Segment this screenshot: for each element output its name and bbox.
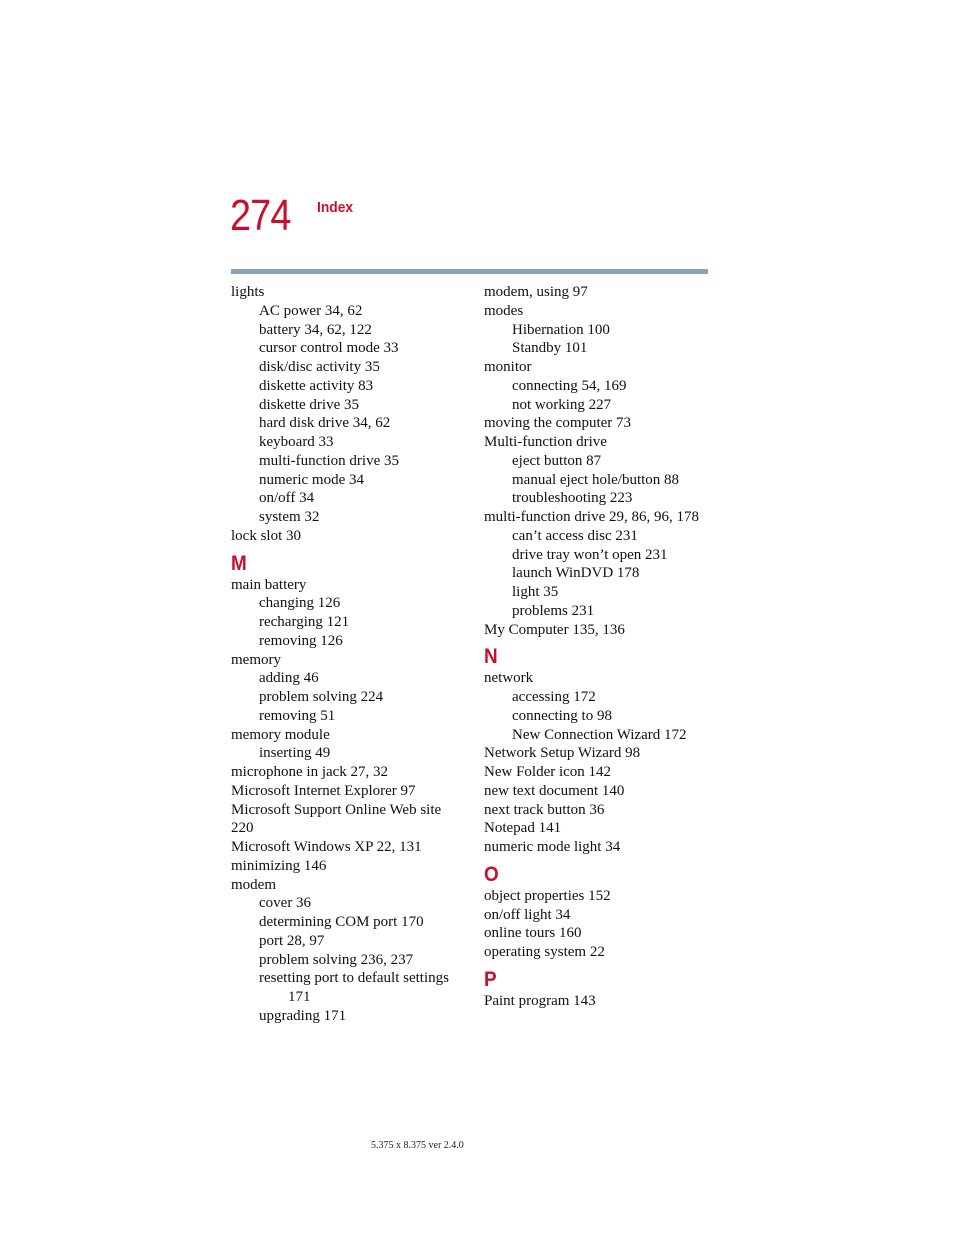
index-entry: memory module bbox=[231, 726, 330, 743]
index-entry: lock slot 30 bbox=[231, 527, 301, 544]
footer-text: 5.375 x 8.375 ver 2.4.0 bbox=[371, 1140, 464, 1151]
index-entry: 220 bbox=[231, 820, 254, 837]
index-entry: minimizing 146 bbox=[231, 857, 327, 874]
index-subentry: upgrading 171 bbox=[259, 1007, 347, 1024]
index-subentry: determining COM port 170 bbox=[259, 914, 424, 930]
index-entry: memory bbox=[231, 651, 281, 668]
index-subentry: cover 36 bbox=[259, 895, 312, 912]
index-subentry: system 32 bbox=[259, 509, 320, 525]
index-entry: monitor bbox=[484, 359, 532, 375]
index-subentry: New Connection Wizard 172 bbox=[512, 726, 687, 743]
index-subentry: on/off 34 bbox=[259, 490, 315, 507]
index-subentry: troubleshooting 223 bbox=[512, 490, 633, 507]
index-subentry: eject button 87 bbox=[512, 452, 602, 469]
index-entry: lights bbox=[231, 284, 265, 300]
index-entry: modem bbox=[231, 876, 276, 893]
index-subentry: problems 231 bbox=[512, 602, 595, 619]
index-entry: New Folder icon 142 bbox=[484, 764, 612, 780]
index-entry: Network Setup Wizard 98 bbox=[484, 745, 641, 762]
index-subentry: diskette activity 83 bbox=[259, 377, 374, 394]
index-subentry: problem solving 224 bbox=[259, 689, 384, 705]
index-subentry: connecting 54, 169 bbox=[512, 377, 627, 394]
index-entry: Paint program 143 bbox=[484, 992, 596, 1009]
index-entry: operating system 22 bbox=[484, 944, 605, 960]
index-subentry: disk/disc activity 35 bbox=[259, 359, 380, 375]
index-entry: multi-function drive 29, 86, 96, 178 bbox=[484, 509, 699, 525]
index-entry: Notepad 141 bbox=[484, 820, 562, 837]
index-subentry: inserting 49 bbox=[259, 745, 331, 762]
index-subentry: adding 46 bbox=[259, 670, 319, 687]
index-entry: Microsoft Support Online Web site bbox=[231, 801, 442, 818]
index-letter-heading: P bbox=[484, 967, 497, 991]
index-subentry: removing 126 bbox=[259, 632, 343, 649]
index-entry: microphone in jack 27, 32 bbox=[231, 764, 389, 780]
index-entry: modem, using 97 bbox=[484, 284, 588, 300]
index-subentry: battery 34, 62, 122 bbox=[259, 321, 372, 338]
index-subentry: Standby 101 bbox=[512, 340, 588, 357]
index-subentry: resetting port to default settings bbox=[259, 970, 449, 987]
index-subentry: multi-function drive 35 bbox=[259, 452, 399, 469]
index-subentry: connecting to 98 bbox=[512, 707, 612, 724]
index-entry: main battery bbox=[231, 576, 307, 593]
index-subentry: accessing 172 bbox=[512, 689, 596, 705]
index-entry: My Computer 135, 136 bbox=[484, 621, 625, 638]
index-entry: next track button 36 bbox=[484, 801, 605, 818]
index-column-right bbox=[484, 283, 724, 1011]
index-subentry: changing 126 bbox=[259, 595, 341, 612]
index-entry: Microsoft Internet Explorer 97 bbox=[231, 782, 416, 799]
index-subentry: Hibernation 100 bbox=[512, 321, 610, 338]
page-number: 274 bbox=[230, 191, 291, 240]
index-entry: new text document 140 bbox=[484, 782, 625, 799]
index-subentry: numeric mode 34 bbox=[259, 471, 364, 488]
index-entry: object properties 152 bbox=[484, 887, 611, 904]
index-entry: Multi-function drive bbox=[484, 434, 607, 450]
index-subentry: can’t access disc 231 bbox=[512, 527, 638, 544]
index-subentry: drive tray won’t open 231 bbox=[512, 546, 668, 563]
index-subentry: port 28, 97 bbox=[259, 932, 325, 949]
index-column-left bbox=[231, 283, 471, 1026]
index-letter-heading: M bbox=[231, 551, 247, 575]
index-subentry: manual eject hole/button 88 bbox=[512, 471, 680, 488]
index-entry: online tours 160 bbox=[484, 925, 582, 942]
index-subentry: AC power 34, 62 bbox=[259, 302, 363, 319]
index-entry: on/off light 34 bbox=[484, 906, 571, 923]
index-subentry: keyboard 33 bbox=[259, 434, 334, 450]
index-subentry-continuation: 171 bbox=[288, 989, 311, 1005]
index-entry: modes bbox=[484, 302, 524, 319]
index-subentry: diskette drive 35 bbox=[259, 396, 359, 413]
index-letter-heading: O bbox=[484, 862, 499, 886]
index-subentry: removing 51 bbox=[259, 707, 336, 724]
index-subentry: light 35 bbox=[512, 584, 559, 600]
index-subentry: problem solving 236, 237 bbox=[259, 951, 414, 968]
header-rule bbox=[231, 269, 708, 274]
index-letter-heading: N bbox=[484, 645, 498, 669]
index-subentry: cursor control mode 33 bbox=[259, 340, 399, 357]
index-entry: moving the computer 73 bbox=[484, 415, 632, 432]
index-subentry: launch WinDVD 178 bbox=[512, 565, 640, 582]
index-entry: Microsoft Windows XP 22, 131 bbox=[231, 839, 422, 855]
index-entry: numeric mode light 34 bbox=[484, 839, 621, 855]
section-title: Index bbox=[317, 199, 354, 216]
index-subentry: hard disk drive 34, 62 bbox=[259, 415, 391, 432]
index-subentry: recharging 121 bbox=[259, 614, 350, 630]
index-subentry: not working 227 bbox=[512, 396, 612, 413]
index-entry: network bbox=[484, 670, 534, 687]
